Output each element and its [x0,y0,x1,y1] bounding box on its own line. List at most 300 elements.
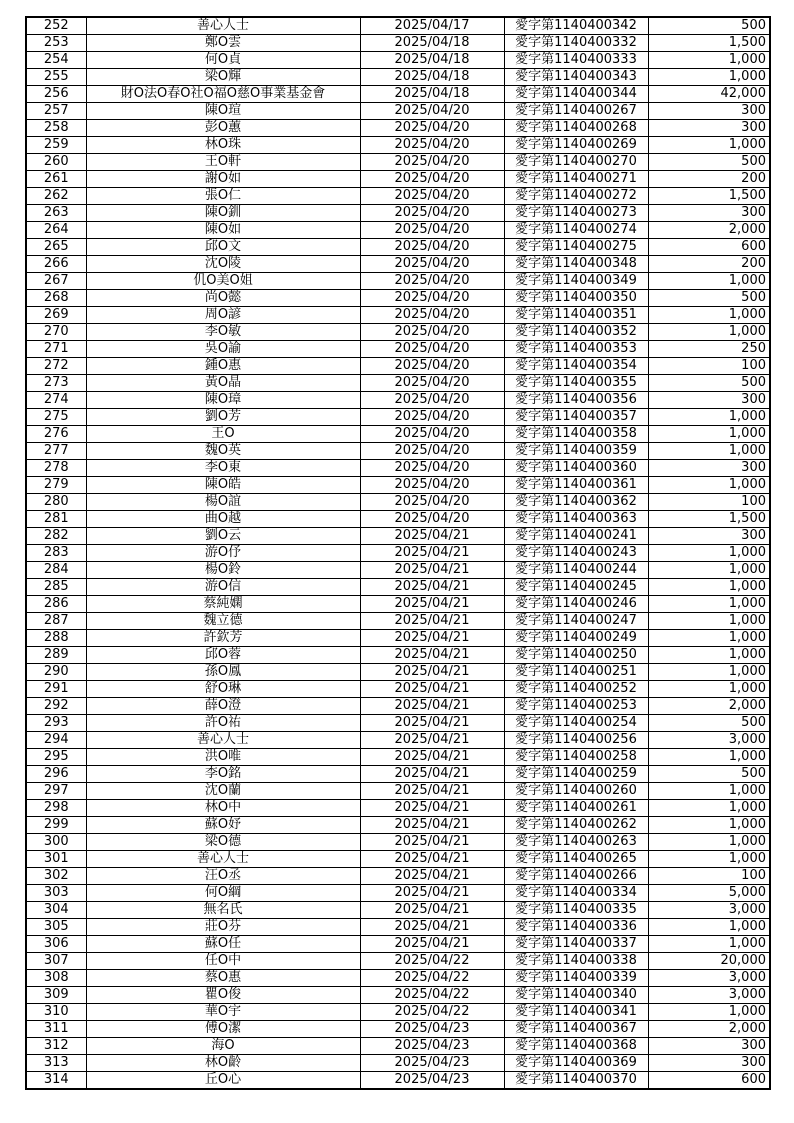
row-number: 310 [26,1004,86,1021]
table-row [26,579,770,596]
donation-date: 2025/04/20 [360,171,504,188]
donation-amount: 300 [648,1038,770,1055]
row-number: 264 [26,222,86,239]
donation-date: 2025/04/21 [360,868,504,885]
donation-amount: 42,000 [648,86,770,103]
donor-name: 蘇O任 [86,936,360,953]
table-row [26,120,770,137]
table-row [26,732,770,749]
table-row [26,987,770,1004]
table-row [26,936,770,953]
donation-date: 2025/04/21 [360,664,504,681]
donation-amount: 1,000 [648,783,770,800]
receipt-number: 愛字第1140400357 [504,409,648,426]
donor-name: 瞿O俊 [86,987,360,1004]
receipt-number: 愛字第1140400251 [504,664,648,681]
donation-amount: 1,000 [648,817,770,834]
receipt-number: 愛字第1140400269 [504,137,648,154]
row-number: 303 [26,885,86,902]
donation-amount: 1,000 [648,936,770,953]
table-row [26,35,770,52]
donor-name: 蔡O惠 [86,970,360,987]
donation-amount: 2,000 [648,698,770,715]
row-number: 289 [26,647,86,664]
row-number: 299 [26,817,86,834]
donation-date: 2025/04/21 [360,885,504,902]
donation-amount: 300 [648,1055,770,1072]
donation-date: 2025/04/21 [360,936,504,953]
table-row [26,324,770,341]
donation-amount: 3,000 [648,902,770,919]
row-number: 298 [26,800,86,817]
donation-amount: 300 [648,120,770,137]
donation-date: 2025/04/21 [360,681,504,698]
donation-date: 2025/04/18 [360,69,504,86]
donor-name: 蔡純嫻 [86,596,360,613]
donation-amount: 1,000 [648,834,770,851]
donation-amount: 1,000 [648,681,770,698]
receipt-number: 愛字第1140400368 [504,1038,648,1055]
donor-name: 林O齡 [86,1055,360,1072]
table-row [26,851,770,868]
donation-amount: 300 [648,460,770,477]
row-number: 283 [26,545,86,562]
table-row [26,256,770,273]
donor-name: 陳O瑄 [86,103,360,120]
donation-date: 2025/04/21 [360,766,504,783]
donation-date: 2025/04/21 [360,630,504,647]
receipt-number: 愛字第1140400358 [504,426,648,443]
donor-name: 蘇O妤 [86,817,360,834]
donation-amount: 1,000 [648,273,770,290]
row-number: 263 [26,205,86,222]
receipt-number: 愛字第1140400265 [504,851,648,868]
donor-name: 海O [86,1038,360,1055]
donation-date: 2025/04/18 [360,35,504,52]
donor-name: 魏立德 [86,613,360,630]
row-number: 265 [26,239,86,256]
donation-date: 2025/04/23 [360,1038,504,1055]
table-row [26,477,770,494]
donor-name: 張O仁 [86,188,360,205]
row-number: 306 [26,936,86,953]
donor-name: 楊O鈴 [86,562,360,579]
donation-amount: 1,000 [648,800,770,817]
donation-amount: 600 [648,1072,770,1090]
receipt-number: 愛字第1140400334 [504,885,648,902]
receipt-number: 愛字第1140400263 [504,834,648,851]
donor-name: 陳O皓 [86,477,360,494]
table-row [26,868,770,885]
table-row [26,1021,770,1038]
receipt-number: 愛字第1140400332 [504,35,648,52]
receipt-number: 愛字第1140400275 [504,239,648,256]
receipt-number: 愛字第1140400274 [504,222,648,239]
receipt-number: 愛字第1140400361 [504,477,648,494]
table-row [26,1004,770,1021]
table-row [26,919,770,936]
donation-amount: 1,000 [648,477,770,494]
table-row [26,222,770,239]
receipt-number: 愛字第1140400339 [504,970,648,987]
donation-amount: 1,000 [648,69,770,86]
row-number: 282 [26,528,86,545]
donor-name: 吳O諭 [86,341,360,358]
receipt-number: 愛字第1140400244 [504,562,648,579]
row-number: 314 [26,1072,86,1090]
row-number: 280 [26,494,86,511]
donor-name: 任O中 [86,953,360,970]
row-number: 277 [26,443,86,460]
donation-amount: 1,000 [648,579,770,596]
table-row [26,17,770,35]
row-number: 292 [26,698,86,715]
donation-amount: 100 [648,494,770,511]
table-row [26,545,770,562]
receipt-number: 愛字第1140400338 [504,953,648,970]
donation-date: 2025/04/20 [360,256,504,273]
receipt-number: 愛字第1140400341 [504,1004,648,1021]
receipt-number: 愛字第1140400249 [504,630,648,647]
donation-amount: 600 [648,239,770,256]
donation-date: 2025/04/21 [360,528,504,545]
table-row [26,392,770,409]
receipt-number: 愛字第1140400337 [504,936,648,953]
donation-date: 2025/04/22 [360,953,504,970]
row-number: 302 [26,868,86,885]
table-row [26,970,770,987]
donation-amount: 500 [648,766,770,783]
row-number: 258 [26,120,86,137]
donor-name: 游O伃 [86,545,360,562]
receipt-number: 愛字第1140400369 [504,1055,648,1072]
row-number: 271 [26,341,86,358]
donor-name: 華O宇 [86,1004,360,1021]
donor-name: 善心人士 [86,851,360,868]
donor-name: 傅O潔 [86,1021,360,1038]
receipt-number: 愛字第1140400333 [504,52,648,69]
donation-date: 2025/04/20 [360,273,504,290]
donation-date: 2025/04/20 [360,222,504,239]
receipt-number: 愛字第1140400353 [504,341,648,358]
donation-amount: 1,000 [648,443,770,460]
table-row [26,647,770,664]
receipt-number: 愛字第1140400336 [504,919,648,936]
donation-date: 2025/04/20 [360,460,504,477]
donation-date: 2025/04/21 [360,715,504,732]
donation-amount: 300 [648,528,770,545]
row-number: 266 [26,256,86,273]
donation-date: 2025/04/21 [360,579,504,596]
donation-date: 2025/04/21 [360,919,504,936]
donation-date: 2025/04/21 [360,545,504,562]
row-number: 255 [26,69,86,86]
donation-amount: 500 [648,154,770,171]
table-row [26,205,770,222]
table-row [26,358,770,375]
donation-date: 2025/04/20 [360,205,504,222]
receipt-number: 愛字第1140400348 [504,256,648,273]
receipt-number: 愛字第1140400273 [504,205,648,222]
donation-amount: 1,000 [648,545,770,562]
donation-date: 2025/04/21 [360,647,504,664]
donation-date: 2025/04/20 [360,290,504,307]
donor-name: 魏O英 [86,443,360,460]
donation-date: 2025/04/20 [360,137,504,154]
row-number: 261 [26,171,86,188]
table-row [26,817,770,834]
receipt-number: 愛字第1140400352 [504,324,648,341]
table-row [26,409,770,426]
donor-name: 陳O如 [86,222,360,239]
donor-name: 王O軒 [86,154,360,171]
table-row [26,749,770,766]
donation-date: 2025/04/20 [360,307,504,324]
receipt-number: 愛字第1140400335 [504,902,648,919]
table-row [26,1038,770,1055]
row-number: 293 [26,715,86,732]
donation-amount: 2,000 [648,222,770,239]
table-row [26,426,770,443]
donor-name: 孫O鳳 [86,664,360,681]
receipt-number: 愛字第1140400246 [504,596,648,613]
donation-date: 2025/04/22 [360,970,504,987]
donor-name: 謝O如 [86,171,360,188]
row-number: 284 [26,562,86,579]
receipt-number: 愛字第1140400247 [504,613,648,630]
donor-name: 汪O丞 [86,868,360,885]
donation-date: 2025/04/23 [360,1072,504,1090]
donation-date: 2025/04/21 [360,817,504,834]
table-row [26,239,770,256]
donation-date: 2025/04/21 [360,732,504,749]
receipt-number: 愛字第1140400340 [504,987,648,1004]
row-number: 278 [26,460,86,477]
donation-amount: 1,000 [648,562,770,579]
row-number: 288 [26,630,86,647]
table-row [26,1055,770,1072]
row-number: 253 [26,35,86,52]
row-number: 273 [26,375,86,392]
donation-amount: 500 [648,17,770,35]
donation-amount: 200 [648,171,770,188]
receipt-number: 愛字第1140400270 [504,154,648,171]
donation-date: 2025/04/21 [360,783,504,800]
donor-name: 李O敏 [86,324,360,341]
row-number: 305 [26,919,86,936]
table-row [26,1072,770,1090]
table-row [26,562,770,579]
receipt-number: 愛字第1140400241 [504,528,648,545]
row-number: 294 [26,732,86,749]
donation-amount: 1,000 [648,137,770,154]
row-number: 297 [26,783,86,800]
row-number: 308 [26,970,86,987]
donation-date: 2025/04/20 [360,511,504,528]
receipt-number: 愛字第1140400254 [504,715,648,732]
donation-date: 2025/04/21 [360,800,504,817]
donor-name: 李O銘 [86,766,360,783]
table-row [26,69,770,86]
receipt-number: 愛字第1140400262 [504,817,648,834]
donation-amount: 3,000 [648,970,770,987]
donation-amount: 2,000 [648,1021,770,1038]
table-row [26,273,770,290]
table-row [26,171,770,188]
donation-ledger-table [25,16,771,1090]
row-number: 301 [26,851,86,868]
donation-amount: 100 [648,358,770,375]
donation-amount: 1,500 [648,35,770,52]
donation-date: 2025/04/20 [360,494,504,511]
donation-amount: 1,500 [648,188,770,205]
donation-amount: 300 [648,392,770,409]
donor-name: 洪O唯 [86,749,360,766]
receipt-number: 愛字第1140400359 [504,443,648,460]
table-row [26,52,770,69]
receipt-number: 愛字第1140400350 [504,290,648,307]
donation-amount: 1,000 [648,613,770,630]
donation-amount: 1,000 [648,596,770,613]
row-number: 311 [26,1021,86,1038]
donation-date: 2025/04/20 [360,341,504,358]
table-row [26,613,770,630]
donation-amount: 1,000 [648,52,770,69]
row-number: 286 [26,596,86,613]
donation-date: 2025/04/21 [360,851,504,868]
donation-date: 2025/04/20 [360,120,504,137]
donor-name: 善心人士 [86,17,360,35]
donor-name: 許O祐 [86,715,360,732]
donation-date: 2025/04/21 [360,834,504,851]
donation-date: 2025/04/21 [360,596,504,613]
row-number: 270 [26,324,86,341]
table-row [26,86,770,103]
donation-date: 2025/04/20 [360,409,504,426]
donation-amount: 1,000 [648,647,770,664]
donor-name: 曲O越 [86,511,360,528]
row-number: 296 [26,766,86,783]
table-row [26,902,770,919]
donation-amount: 1,000 [648,324,770,341]
row-number: 275 [26,409,86,426]
table-row [26,596,770,613]
donor-name: 何O貞 [86,52,360,69]
donation-date: 2025/04/20 [360,154,504,171]
donation-date: 2025/04/21 [360,698,504,715]
donor-name: 陳O釧 [86,205,360,222]
donation-date: 2025/04/18 [360,52,504,69]
donation-amount: 500 [648,715,770,732]
donor-name: 楊O誼 [86,494,360,511]
donor-name: 李O東 [86,460,360,477]
receipt-number: 愛字第1140400256 [504,732,648,749]
receipt-number: 愛字第1140400261 [504,800,648,817]
donation-date: 2025/04/21 [360,749,504,766]
table-row [26,460,770,477]
table-row [26,715,770,732]
donation-date: 2025/04/17 [360,17,504,35]
donor-name: 無名氏 [86,902,360,919]
donation-amount: 1,000 [648,851,770,868]
donation-amount: 1,000 [648,1004,770,1021]
receipt-number: 愛字第1140400267 [504,103,648,120]
donor-name: 陳O璋 [86,392,360,409]
donation-date: 2025/04/23 [360,1055,504,1072]
donation-amount: 1,000 [648,749,770,766]
donor-name: 梁O輝 [86,69,360,86]
receipt-number: 愛字第1140400250 [504,647,648,664]
donation-date: 2025/04/20 [360,358,504,375]
donor-name: 沈O蘭 [86,783,360,800]
donor-name: 黃O晶 [86,375,360,392]
row-number: 254 [26,52,86,69]
row-number: 291 [26,681,86,698]
ledger-body [26,17,770,1089]
table-row [26,154,770,171]
donation-date: 2025/04/18 [360,86,504,103]
table-row [26,341,770,358]
donor-name: 鄭O雲 [86,35,360,52]
donor-name: 尚O懿 [86,290,360,307]
donation-amount: 1,500 [648,511,770,528]
donation-date: 2025/04/20 [360,375,504,392]
donation-date: 2025/04/20 [360,239,504,256]
row-number: 281 [26,511,86,528]
donation-date: 2025/04/20 [360,477,504,494]
donation-date: 2025/04/22 [360,987,504,1004]
row-number: 300 [26,834,86,851]
receipt-number: 愛字第1140400363 [504,511,648,528]
row-number: 287 [26,613,86,630]
donor-name: 林O珠 [86,137,360,154]
donor-name: 仉O美O姐 [86,273,360,290]
table-row [26,528,770,545]
donor-name: 善心人士 [86,732,360,749]
receipt-number: 愛字第1140400344 [504,86,648,103]
table-row [26,511,770,528]
donation-amount: 1,000 [648,630,770,647]
donation-amount: 3,000 [648,987,770,1004]
table-row [26,783,770,800]
receipt-number: 愛字第1140400342 [504,17,648,35]
donor-name: 劉O云 [86,528,360,545]
table-row [26,375,770,392]
donor-name: 周O諺 [86,307,360,324]
receipt-number: 愛字第1140400253 [504,698,648,715]
receipt-number: 愛字第1140400362 [504,494,648,511]
row-number: 260 [26,154,86,171]
receipt-number: 愛字第1140400370 [504,1072,648,1090]
donation-date: 2025/04/21 [360,902,504,919]
row-number: 309 [26,987,86,1004]
table-row [26,800,770,817]
donor-name: 莊O芬 [86,919,360,936]
donor-name: 鍾O惠 [86,358,360,375]
receipt-number: 愛字第1140400243 [504,545,648,562]
donation-amount: 300 [648,103,770,120]
receipt-number: 愛字第1140400343 [504,69,648,86]
table-row [26,103,770,120]
receipt-number: 愛字第1140400258 [504,749,648,766]
row-number: 256 [26,86,86,103]
table-row [26,307,770,324]
donor-name: 許欽芳 [86,630,360,647]
receipt-number: 愛字第1140400260 [504,783,648,800]
donation-amount: 300 [648,205,770,222]
row-number: 269 [26,307,86,324]
donor-name: 沈O陵 [86,256,360,273]
